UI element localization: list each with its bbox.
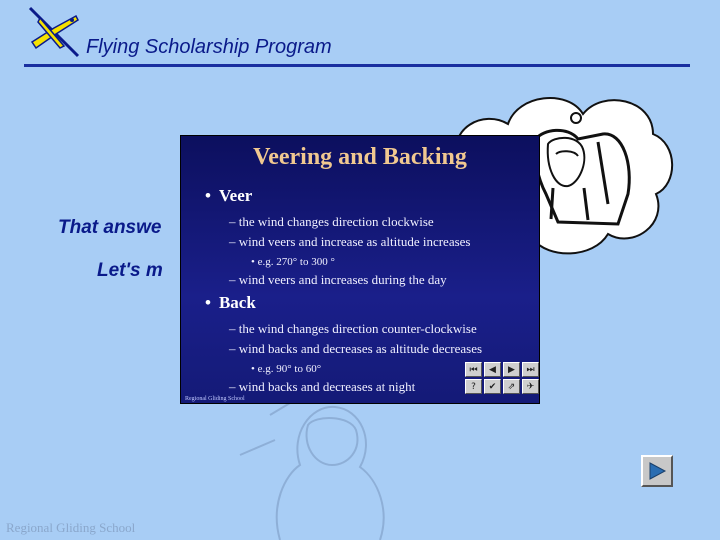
airplane-logo-icon <box>24 2 84 62</box>
next-button[interactable] <box>641 455 673 487</box>
footer-text: Regional Gliding School <box>6 520 136 535</box>
first-slide-button[interactable] <box>465 362 482 377</box>
page-title: Flying Scholarship Program <box>86 36 332 58</box>
help-button[interactable] <box>465 379 482 394</box>
slide-bullet-level2: – the wind changes direction counter-clockwise <box>229 321 477 337</box>
slide-title: Veering and Backing <box>253 144 467 170</box>
slide-bullet-level2: – wind veers and increase as altitude increases <box>229 234 470 250</box>
embedded-slide <box>180 135 540 404</box>
slide-bullet-level2: – wind backs and decreases at night <box>229 379 415 395</box>
plane-icon: ✈ <box>526 381 535 392</box>
play-triangle-icon <box>647 461 667 481</box>
check-button[interactable] <box>484 379 501 394</box>
last-slide-icon: ⏭ <box>526 364 535 375</box>
slide-bullet-level3: • e.g. 90° to 60° <box>251 363 321 375</box>
slide-bullet-level2: – wind veers and increases during the day <box>229 272 447 288</box>
plane-button[interactable] <box>522 379 539 394</box>
title-divider <box>24 64 690 67</box>
help-icon: ? <box>471 381 476 392</box>
slide-bullet-level2: – the wind changes direction clockwise <box>229 214 434 230</box>
prev-slide-icon: ◀ <box>489 364 496 375</box>
next-slide-button[interactable] <box>503 362 520 377</box>
next-slide-icon: ▶ <box>508 364 515 375</box>
wind-button[interactable] <box>503 379 520 394</box>
slide-footer: Regional Gliding School <box>185 396 245 402</box>
slide-bullet-level2: – wind backs and decreases as altitude decreases <box>229 341 482 357</box>
check-icon: ✔ <box>488 381 497 392</box>
slide-bullet-level1: • Veer <box>205 186 252 206</box>
slide-bullet-level3: • e.g. 270° to 300 ° <box>251 256 335 268</box>
wind-icon: ⇗ <box>507 381 516 392</box>
slide-nav-grid <box>465 362 539 394</box>
slide-bullet-level1: • Back <box>205 293 256 313</box>
lets-move-text: Let's m <box>97 260 163 281</box>
last-slide-button[interactable] <box>522 362 539 377</box>
prev-slide-button[interactable] <box>484 362 501 377</box>
pilot-outline-icon <box>230 395 400 540</box>
answer-text: That answe <box>58 217 162 238</box>
first-slide-icon: ⏮ <box>469 364 478 375</box>
